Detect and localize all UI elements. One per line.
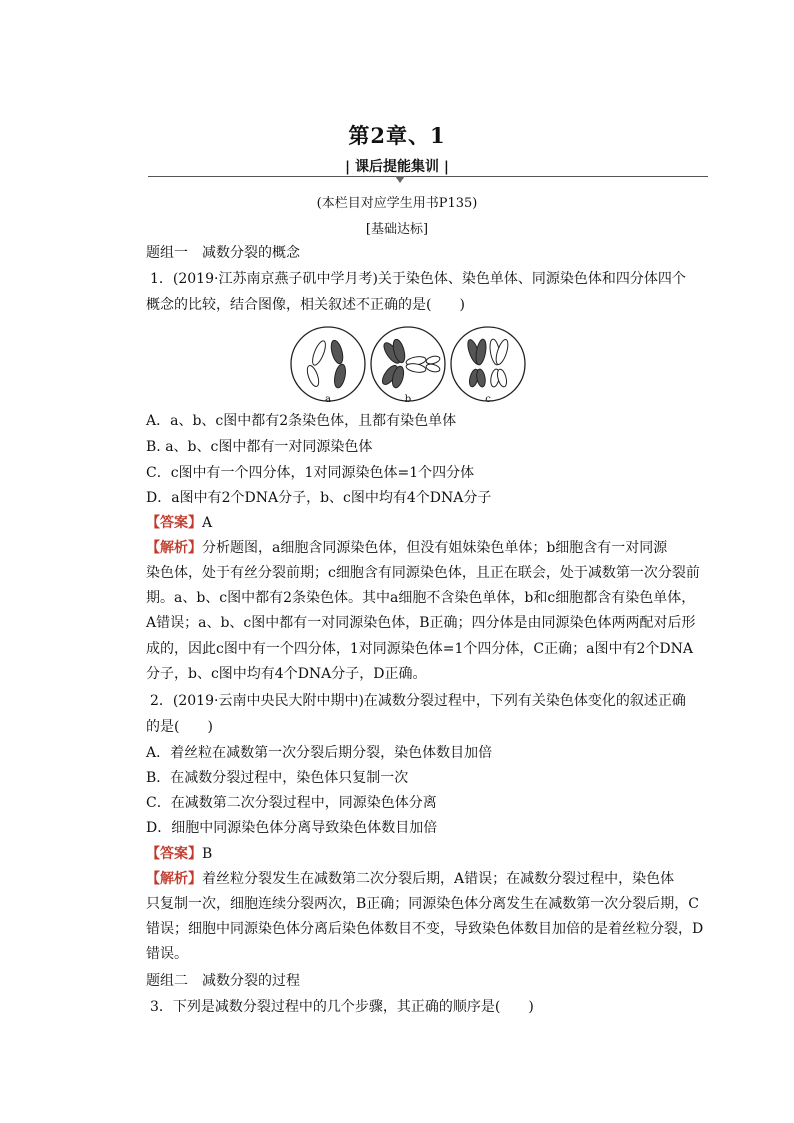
- section-banner: | 课后提能集训 |: [345, 159, 449, 175]
- q1-explanation-line4: A错误；a、b、c图中都有一对同源染色体，B正确；四分体是由同源染色体两两配对后形: [146, 615, 696, 631]
- cell-a: [291, 327, 365, 401]
- q1-stem-line1: 1．(2019·江苏南京燕子矶中学月考)关于染色体、染色单体、同源染色体和四分体四个: [150, 271, 686, 287]
- chapter-title: 第2章、1: [348, 123, 446, 148]
- answer-value: A: [202, 515, 213, 531]
- figure-label-a: a: [325, 394, 331, 405]
- q2-explanation-line4: 错误。: [146, 946, 188, 962]
- q1-explanation-line3: 期。a、b、c图中都有2条染色体。其中a细胞不含染色单体，b和c细胞都含有染色单体，: [146, 590, 696, 606]
- q1-answer: [146, 514, 212, 532]
- q1-option-d: D．a图中有2个DNA分子，b、c图中均有4个DNA分子: [146, 490, 492, 506]
- explanation-text: 分析题图，a细胞含同源染色体，但没有姐妹染色单体；b细胞含有一对同源: [202, 540, 668, 556]
- q1-option-a: A．a、b、c图中都有2条染色体，且都有染色单体: [146, 413, 457, 429]
- explanation-tag: 【解析】: [146, 871, 202, 887]
- cell-c: [451, 327, 525, 401]
- answer-value: B: [202, 846, 213, 862]
- reference-note: (本栏目对应学生用书P135): [316, 196, 478, 211]
- q2-explanation-line3: 错误；细胞中同源染色体分离后染色体数目不变，导致染色体数目加倍的是着丝粒分裂，D: [146, 921, 704, 937]
- q1-option-c: C．c图中有一个四分体，1对同源染色体=1个四分体: [146, 465, 475, 481]
- q1-stem-line2: 概念的比较，结合图像，相关叙述不正确的是( ): [146, 297, 465, 313]
- cell-b: [371, 327, 445, 401]
- q2-stem-line2: 的是( ): [146, 719, 213, 735]
- q1-explanation-line1: [146, 539, 667, 557]
- q3-stem-line1: 3．下列是减数分裂过程中的几个步骤，其正确的顺序是( ): [150, 999, 534, 1015]
- level-heading: [基础达标]: [365, 222, 429, 237]
- divider-arrow-icon: [395, 176, 405, 183]
- group-1-heading: 题组一 减数分裂的概念: [146, 245, 300, 261]
- q1-explanation-line6: 分子，b、c图中均有4个DNA分子，D正确。: [146, 666, 427, 682]
- q1-option-b: B. a、b、c图中都有一对同源染色体: [146, 439, 373, 455]
- answer-tag: 【答案】: [146, 515, 202, 531]
- q2-option-a: A．着丝粒在减数第一次分裂后期分裂，染色体数目加倍: [146, 745, 493, 761]
- q2-answer: [146, 845, 212, 863]
- q2-option-d: D．细胞中同源染色体分离导致染色体数目加倍: [146, 820, 438, 836]
- q2-explanation-line2: 只复制一次，细胞连续分裂两次，B正确；同源染色体分离发生在减数第一次分裂后期，C: [146, 896, 699, 912]
- explanation-text: 着丝粒分裂发生在减数第二次分裂后期，A错误；在减数分裂过程中，染色体: [202, 871, 675, 887]
- q2-option-b: B．在减数分裂过程中，染色体只复制一次: [146, 770, 409, 786]
- q2-option-c: C．在减数第二次分裂过程中，同源染色体分离: [146, 795, 437, 811]
- explanation-tag: 【解析】: [146, 540, 202, 556]
- figure-label-c: c: [485, 394, 491, 405]
- q2-stem-line1: 2．(2019·云南中央民大附中期中)在减数分裂过程中，下列有关染色体变化的叙述正确: [150, 693, 686, 709]
- q1-explanation-line5: 成的，因此c图中有一个四分体，1对同源染色体=1个四分体，C正确；a图中有2个DNA: [146, 641, 693, 657]
- figure-label-b: b: [404, 394, 412, 405]
- group-2-heading: 题组二 减数分裂的过程: [146, 973, 300, 989]
- q2-explanation-line1: [146, 870, 674, 888]
- q1-explanation-line2: 染色体，处于有丝分裂前期；c细胞含有同源染色体，且正在联会，处于减数第一次分裂前: [146, 565, 700, 581]
- header-divider: [148, 176, 708, 177]
- answer-tag: 【答案】: [146, 846, 202, 862]
